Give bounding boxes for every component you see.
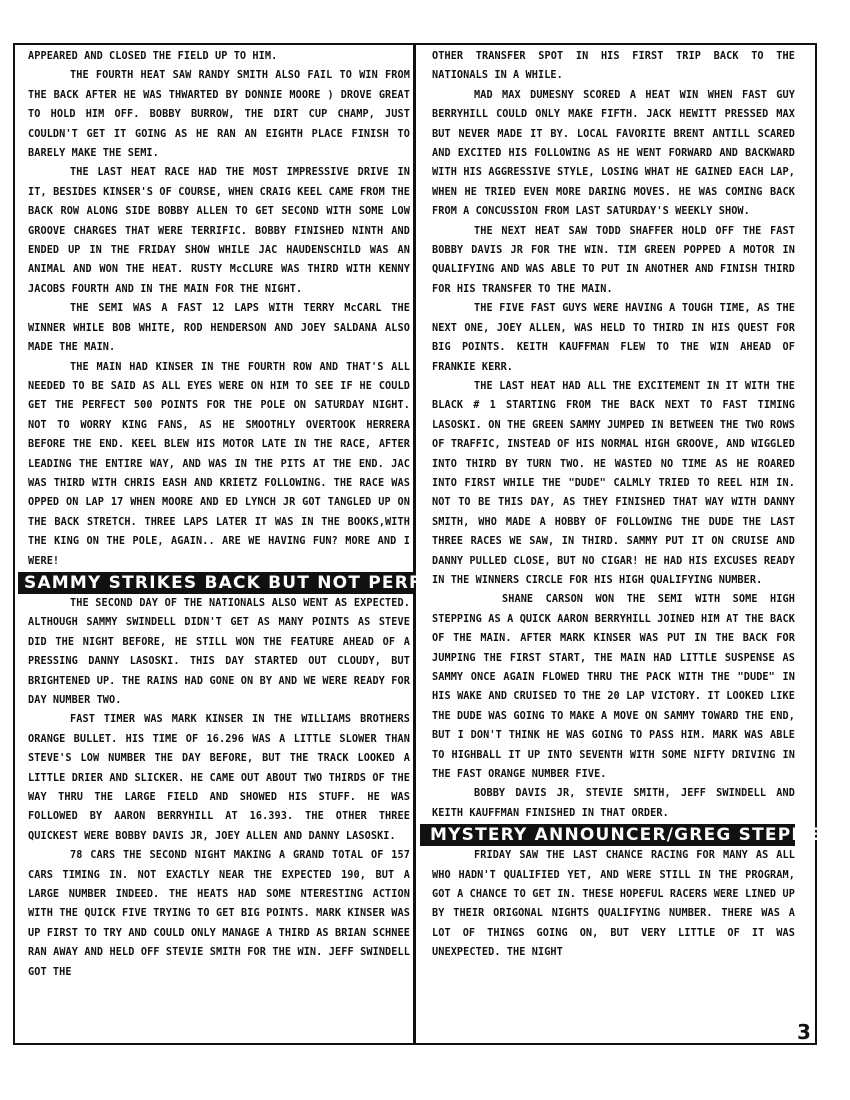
right-para-2: MAD MAX DUMESNY SCORED A HEAT WIN WHEN FAST GUY BERRYHILL COULD ONLY MAKE FIFTH. JACK HEWITT PRESSED MAX BUT NEVER MADE IT BY. LOCAL FAVORITE BRENT ANTILL SCARED AND EXCITED HIS FOLLOWING AS HE WENT FORWARD AND BACKWARD WITH HIS AGGRESSIVE STYLE, LOSING WHAT HE GAINED EACH LAP, WHEN HE TRIED EVEN MORE DARING MOVES. HE WAS COMING BACK FROM A CONCUSSION FROM LAST SATURDAY'S WEEKLY SHOW.: [432, 89, 795, 218]
left-para-3: THE LAST HEAT RACE HAD THE MOST IMPRESSIVE DRIVE IN IT, BESIDES KINSER'S OF COURSE, WHEN CRAIG KEEL CAME FROM THE BACK ROW ALONG SIDE BOBBY ALLEN TO GET SECOND WITH SOME LOW GROOVE CHARGES THAT WERE TERRIFIC. BOBBY FINISHED NINTH AND ENDED UP IN THE FRIDAY SHOW WHILE JAC HAUDENSCHILD WAS AN ANIMAL AND WON THE HEAT. RUSTY McCLURE WAS THIRD WITH KENNY JACOBS FOURTH AND IN THE MAIN FOR THE NIGHT.: [28, 167, 410, 295]
left-para-8: 78 CARS THE SECOND NIGHT MAKING A GRAND TOTAL OF 157 CARS TIMING IN. NOT EXACTLY NEAR THE EXPECTED 190, BUT A LARGE NUMBER INDEED. THE HEATS HAD SOME NTERESTING ACTION WITH THE QUICK FIVE TRYING TO GET BIG POINTS. MARK KINSER WAS UP FIRST TO TRY AND COULD ONLY MANAGE A THIRD AS BRIAN SCHNEE RAN AWAY AND HELD OFF STEVIE SMITH FOR THE WIN. JEFF SWINDELL GOT THE: [28, 850, 410, 978]
left-para-2: THE FOURTH HEAT SAW RANDY SMITH ALSO FAIL TO WIN FROM THE BACK AFTER HE WAS THWARTED BY DONNIE MOORE ) DROVE GREAT TO HOLD HIM OFF. BOBBY BURROW, THE DIRT CUP CHAMP, JUST COULDN'T GET IT GOING AS HE RAN AN EIGHTH PLACE FINISH TO BARELY MAKE THE SEMI.: [28, 70, 410, 160]
left-para-4: THE SEMI WAS A FAST 12 LAPS WITH TERRY McCARL THE WINNER WHILE BOB WHITE, ROD HENDERSON AND JOEY SALDANA ALSO MADE THE MAIN.: [28, 303, 410, 354]
right-column: [430, 47, 849, 963]
left-para-6: THE SECOND DAY OF THE NATIONALS ALSO WENT AS EXPECTED. ALTHOUGH SAMMY SWINDELL DIDN'T GET AS MANY POINTS AS STEVE DID THE NIGHT BEFORE, HE STILL WON THE FEATURE AHEAD OF A PRESSING DANNY LASOSKI. THIS DAY STARTED OUT CLOUDY, BUT BRIGHTENED UP. THE RAINS HAD GONE ON BY AND WE WERE READY FOR DAY NUMBER TWO.: [28, 597, 410, 706]
right-para-6: SHANE CARSON WON THE SEMI WITH SOME HIGH STEPPING AS A QUICK AARON BERRYHILL JOINED HIM AT THE BACK OF THE MAIN. AFTER MARK KINSER WAS PUT IN THE BACK FOR JUMPING THE FIRST START, THE MAIN HAD LITTLE SUSPENSE AS SAMMY ONCE AGAIN FLOWED THRU THE PACK WITH THE "DUDE" IN HIS WAKE AND CRUISED TO THE 20 LAP VICTORY. IT LOOKED LIKE THE DUDE WAS GOING TO MAKE A MOVE ON SAMMY TOWARD THE END, BUT I DON'T THINK HE WAS GOING TO PASS HIM. MARK WAS ABLE TO HIGHBALL IT UP INTO SEVENTH WITH SOME NIFTY DRIVING IN THE FAST ORANGE NUMBER FIVE.: [432, 594, 795, 781]
column-divider: [413, 43, 416, 1045]
left-para-7: FAST TIMER WAS MARK KINSER IN THE WILLIAMS BROTHERS ORANGE BULLET. HIS TIME OF 16.296 WAS A LITTLE SLOWER THAN STEVE'S LOW NUMBER THE DAY BEFORE, BUT THE TRACK LOOKED A LITTLE DRIER AND SLICKER. HE CAME OUT ABOUT TWO THIRDS OF THE WAY THRU THE LARGE FIELD AND SHOWED HIS STUFF. HE WAS FOLLOWED BY AARON BERRYHILL AT 16.393. THE OTHER THREE QUICKEST WERE BOBBY DAVIS JR, JOEY ALLEN AND DANNY LASOSKI.: [28, 714, 410, 842]
left-column: [24, 47, 462, 982]
section-heading-sammy-strikes-back: SAMMY STRIKES BACK BUT NOT PERFECT: [18, 572, 416, 594]
left-para-1: APPEARED AND CLOSED THE FIELD UP TO HIM.: [28, 51, 278, 62]
section-heading-mystery-announcer: MYSTERY ANNOUNCER/GREG STEPHENS: [420, 824, 795, 846]
left-para-5: THE MAIN HAD KINSER IN THE FOURTH ROW AND THAT'S ALL NEEDED TO BE SAID AS ALL EYES WERE ON HIM TO SEE IF HE COULD GET THE PERFECT 500 POINTS FOR THE POLE ON SATURDAY NIGHT. NOT TO WORRY KING FANS, AS HE SMOOTHLY OVERTOOK HERRERA BEFORE THE END. KEEL BLEW HIS MOTOR LATE IN THE RACE, AFTER LEADING THE ENTIRE WAY, AND WAS IN THE PITS AT THE END. JAC WAS THIRD WITH CHRIS EASH AND KRIETZ FOLLOWING. THE RACE WAS OPPED ON LAP 17 WHEN MOORE AND ED LYNCH JR GOT TANGLED UP ON THE BACK STRETCH. THREE LAPS LATER IT WAS IN THE BOOKS,WITH THE KING ON THE POLE, AGAIN.. ARE WE HAVING FUN? MORE AND I WERE!: [28, 361, 410, 567]
right-para-8: FRIDAY SAW THE LAST CHANCE RACING FOR MANY AS ALL WHO HADN'T QUALIFIED YET, AND WERE STILL IN THE PROGRAM, GOT A CHANCE TO GET IN. THESE HOPEFUL RACERS WERE LINED UP BY THEIR ORIGONAL NIGHTS QUALIFYING NUMBER. THERE WAS A LOT OF THINGS GOING ON, BUT VERY LITTLE OF IT WAS UNEXPECTED. THE NIGHT: [432, 850, 795, 959]
right-para-1: OTHER TRANSFER SPOT IN HIS FIRST TRIP BACK TO THE NATIONALS IN A WHILE.: [432, 51, 795, 82]
page-number: 3: [797, 1020, 811, 1044]
right-para-3: THE NEXT HEAT SAW TODD SHAFFER HOLD OFF THE FAST BOBBY DAVIS JR FOR THE WIN. TIM GREEN POPPED A MOTOR IN QUALIFYING AND WAS ABLE TO PUT IN ANOTHER AND FINISH THIRD FOR HIS TRANSFER TO THE MAIN.: [432, 225, 795, 295]
right-para-7: BOBBY DAVIS JR, STEVIE SMITH, JEFF SWINDELL AND KEITH KAUFFMAN FINISHED IN THAT ORDER.: [432, 788, 795, 819]
right-para-5: THE LAST HEAT HAD ALL THE EXCITEMENT IN IT WITH THE BLACK # 1 STARTING FROM THE BACK NEXT TO FAST TIMING LASOSKI. ON THE GREEN SAMMY JUMPED IN BETWEEN THE TWO ROWS OF TRAFFIC, INSTEAD OF HIS NORMAL HIGH GROOVE, AND WIGGLED INTO THIRD BY TURN TWO. HE WASTED NO TIME AS HE ROARED INTO FIRST WHILE THE "DUDE" CALMLY TRIED TO REEL HIM IN. NOT TO BE THIS DAY, AS THEY FINISHED THAT WAY WITH DANNY SMITH, WHO MADE A HOBBY OF FOLLOWING THE DUDE THE LAST THREE RACES WE SAW, IN THIRD. SAMMY PUT IT ON CRUISE AND DANNY PULLED CLOSE, BUT NO CIGAR! HE HAD HIS EXCUSES READY IN THE WINNERS CIRCLE FOR HIS HIGH QUALIFYING NUMBER.: [432, 380, 795, 586]
right-para-4: THE FIVE FAST GUYS WERE HAVING A TOUGH TIME, AS THE NEXT ONE, JOEY ALLEN, WAS HELD TO THIRD IN HIS QUEST FOR BIG POINTS. KEITH KAUFFMAN FLEW TO THE WIN AHEAD OF FRANKIE KERR.: [432, 303, 795, 373]
